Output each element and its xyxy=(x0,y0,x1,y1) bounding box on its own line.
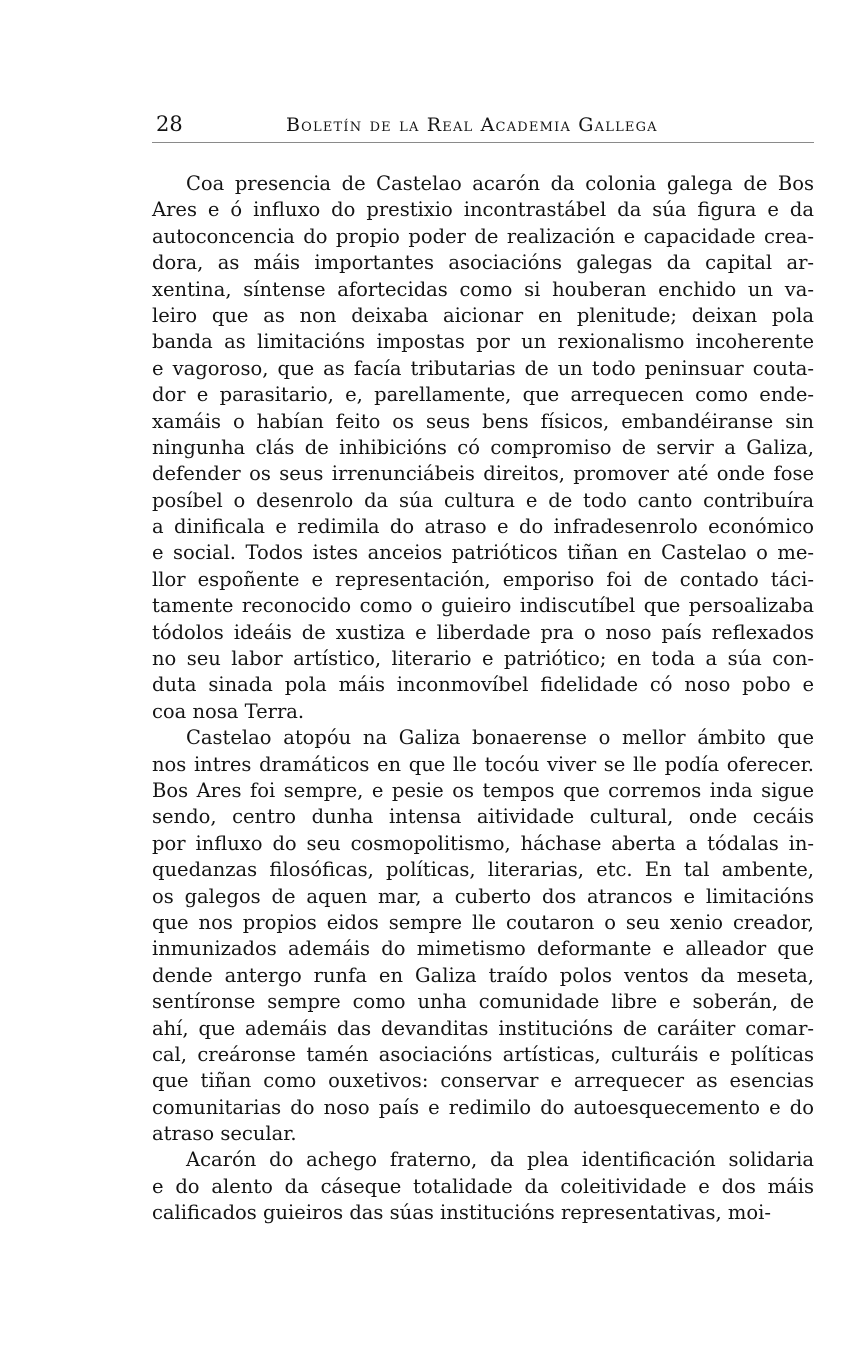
text-line: inmunizados ademáis do mimetismo deformante e alleador que xyxy=(152,937,814,961)
text-line: no seu labor artístico, literario e patriótico; en toda a súa con- xyxy=(152,647,814,671)
page-number: 28 xyxy=(156,112,183,136)
text-line: tamente reconocido como o guieiro indiscutíbel que persoalizaba xyxy=(152,594,814,618)
text-line: autoconcencia do propio poder de realización e capacidade crea- xyxy=(152,224,814,248)
text-line: posíbel o desenrolo da súa cultura e de todo canto contribuíra xyxy=(152,488,814,512)
text-line: dora, as máis importantes asociacións galegas da capital ar- xyxy=(152,251,814,275)
text-line: os galegos de aquen mar, a cuberto dos atrancos e limitacións xyxy=(152,884,814,908)
running-head: Boletín de la Real Academia Gallega xyxy=(286,114,658,136)
text-line: comunitarias do noso país e redimilo do autoesquecemento e do xyxy=(152,1095,814,1119)
paragraph xyxy=(152,171,814,725)
text-line: llor espoñente e representación, emporiso foi de contado táci- xyxy=(152,567,814,591)
text-line: xamáis o habían feito os seus bens físicos, embandéiranse sin xyxy=(152,409,814,433)
paragraph xyxy=(152,725,814,1147)
text-line: por influxo do seu cosmopolitismo, háchase aberta a tódalas in- xyxy=(152,831,814,855)
text-line: e vagoroso, que as facía tributarias de un todo peninsuar coutа- xyxy=(152,356,814,380)
page-header xyxy=(152,112,814,143)
text-line: ahí, que ademáis das devanditas institucións de caráiter comar- xyxy=(152,1016,814,1040)
text-line: dor e parasitario, e, parellamente, que arrequecen como ende- xyxy=(152,383,814,407)
paragraph xyxy=(152,1147,814,1226)
text-line: leiro que as non deixaba aicionar en plenitude; deixan pola xyxy=(152,303,814,327)
text-line: Ares e ó influxo do prestixio incontrastábel da súa figura e da xyxy=(152,198,814,222)
text-line: sendo, centro dunha intensa aitividade cultural, onde cecáis xyxy=(152,805,814,829)
text-line: Castelao atopóu na Galiza bonaerense o mellor ámbito que xyxy=(186,726,814,750)
text-line: cal, creáronse tamén asociacións artísticas, culturáis e políticas xyxy=(152,1042,814,1066)
text-line: que tiñan como ouxetivos: conservar e arrequecer as esencias xyxy=(152,1069,814,1093)
body-text xyxy=(152,171,814,1227)
text-line: e do alento da cáseque totalidade da coleitividade e dos máis xyxy=(152,1174,814,1198)
text-line: quedanzas filosóficas, políticas, literarias, etc. En tal ambente, xyxy=(152,858,814,882)
text-line: calificados guieiros das súas institucións representativas, moi- xyxy=(152,1201,771,1225)
text-line: duta sinada pola máis inconmovíbel fidelidade có noso pobo e xyxy=(152,673,814,697)
text-line: defender os seus irrenunciábeis direitos, promover até onde fose xyxy=(152,462,814,486)
text-line: nos intres dramáticos en que lle tocóu viver se lle podía oferecer. xyxy=(152,752,814,776)
text-line: coa nosa Terra. xyxy=(152,699,305,723)
text-line: banda as limitacións impostas por un rexionalismo incoherente xyxy=(152,330,814,354)
text-line: xentina, síntense afortecidas como si houberan enchido un va- xyxy=(152,277,814,301)
text-line: a dinificala e redimila do atraso e do infradesenrolo económico xyxy=(152,515,814,539)
text-line: tódolos ideáis de xustiza e liberdade pra o noso país reflexados xyxy=(152,620,814,644)
text-line: ningunha clás de inhibicións có compromiso de servir a Galiza, xyxy=(152,435,814,459)
text-line: Bos Ares foi sempre, e pesie os tempos que corremos inda sigue xyxy=(152,778,814,802)
text-line: e social. Todos istes anceios patrióticos tiñan en Castelao o me- xyxy=(152,541,814,565)
text-line: sentíronse sempre como unha comunidade libre e soberán, de xyxy=(152,990,814,1014)
text-line: que nos propios eidos sempre lle coutaron o seu xenio creador, xyxy=(152,910,814,934)
text-line: atraso secular. xyxy=(152,1122,297,1146)
text-line: dende antergo runfa en Galiza traído polos ventos da meseta, xyxy=(152,963,814,987)
book-page xyxy=(152,112,814,1227)
text-line: Coa presencia de Castelao acarón da colonia galega de Bos xyxy=(186,172,814,195)
text-line: Acarón do achego fraterno, da plea identificación solidaria xyxy=(186,1148,814,1172)
